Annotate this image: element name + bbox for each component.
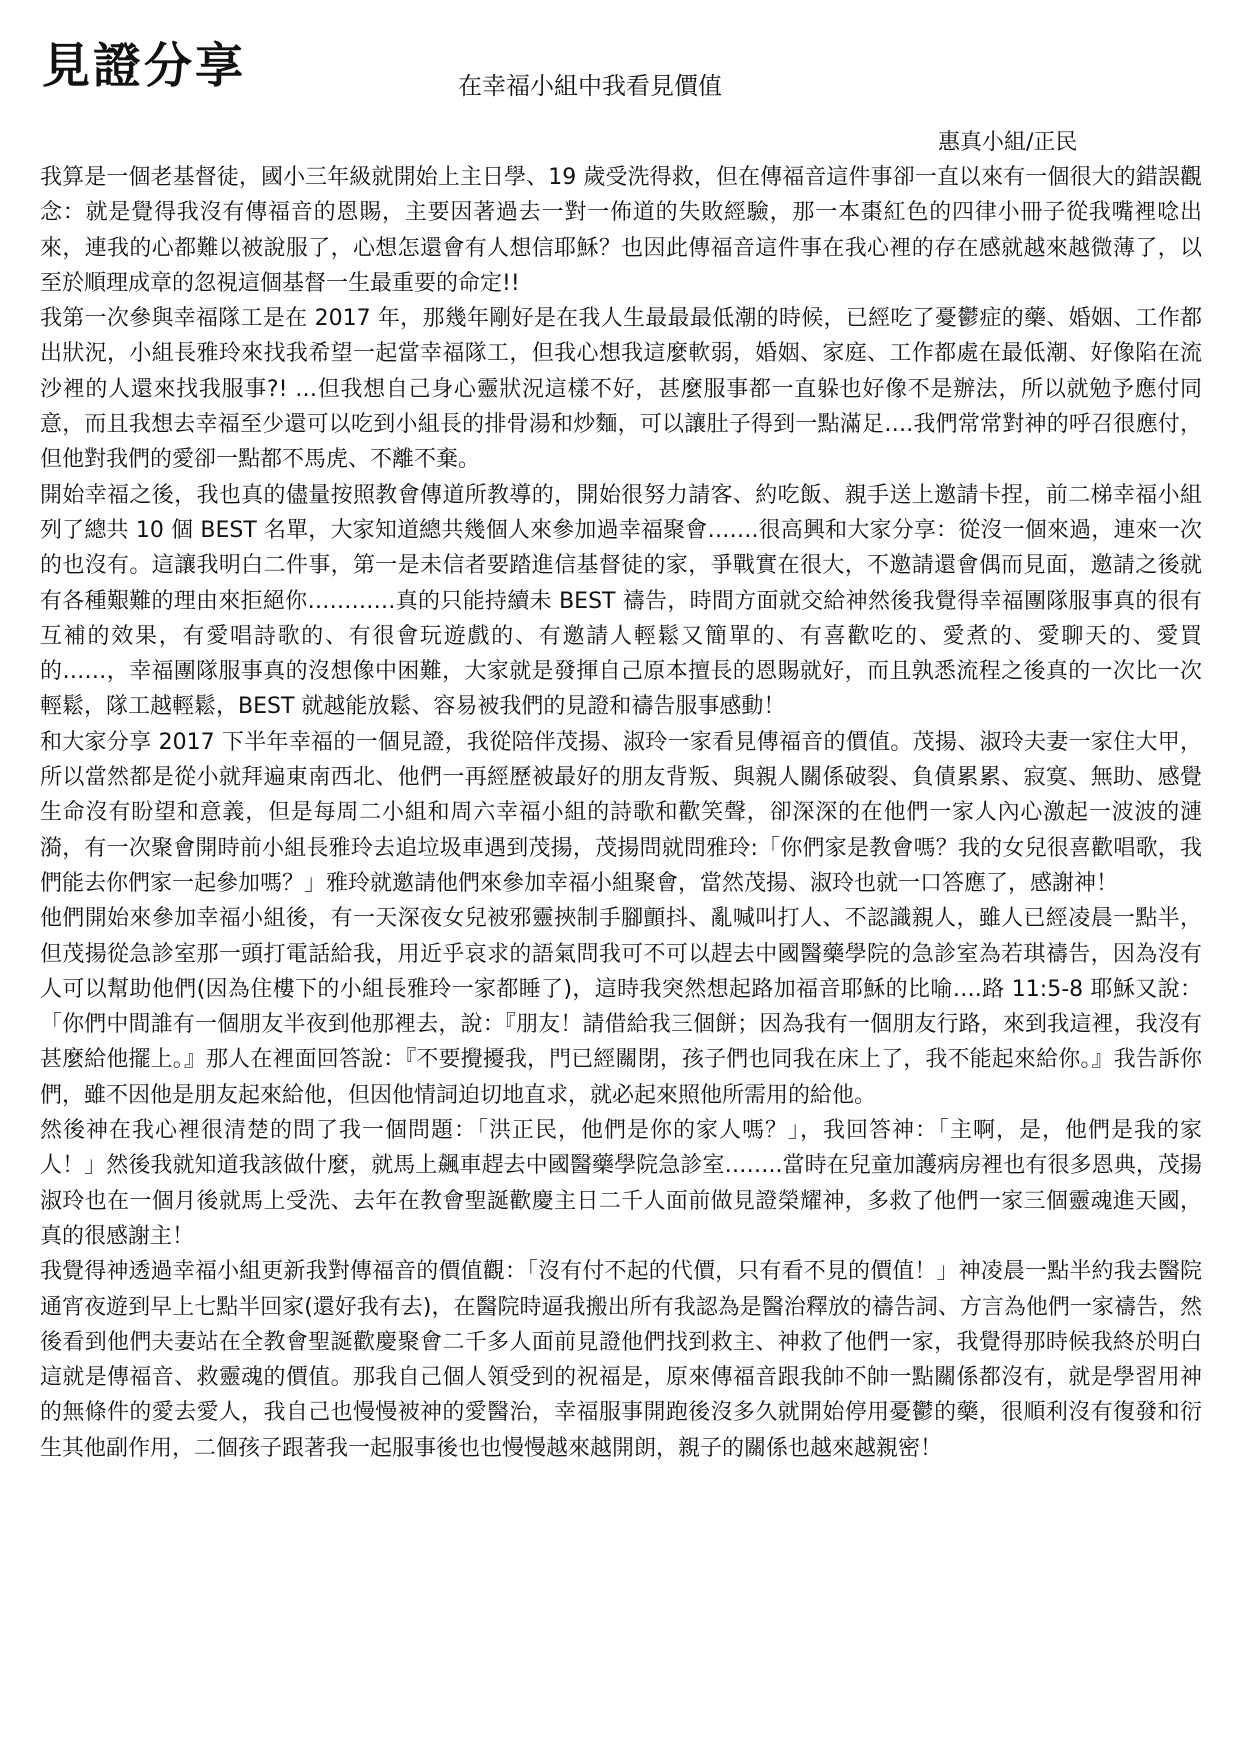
paragraph-6: 然後神在我心裡很清楚的問了我一個問題：「洪正民，他們是你的家人嗎？」，我回答神：「主啊，是，他們是我的家人！」然後我就知道我該做什麼，就馬上飆車趕去中國醫藥學院急診室……..當時在兒童加護病房裡也有很多恩典，茂揚淑玲也在一個月後就馬上受洗、去年在教會聖誕歡慶主日二千人面前做見證榮耀神，多救了他們一家三個靈魂進天國，真的很感謝主！ (40, 1118, 1202, 1249)
paragraph-1: 我算是一個老基督徒，國小三年級就開始上主日學、19 歲受洗得救，但在傳福音這件事卻一直以來有一個很大的錯誤觀念：就是覺得我沒有傳福音的恩賜，主要因著過去一對一佈道的失敗經驗，那一本棗紅色的四律小冊子從我嘴裡唸出來，連我的心都難以被說服了，心想怎還會有人想信耶穌？也因此傳福音這件事在我心裡的存在感就越來越微薄了，以至於順理成章的忽視這個基督一生最重要的命定!! (40, 165, 1202, 296)
paragraph-3: 開始幸福之後，我也真的儘量按照教會傳道所教導的，開始很努力請客、約吃飯、親手送上邀請卡捏，前二梯幸福小組列了總共 10 個 BEST 名單，大家知道總共幾個人來參加過幸福聚會…….很高興和大家分享：從沒一個來過，連來一次的也沒有。這讓我明白二件事，第一是未信者要踏進信基督徒的家，爭戰實在很大，不邀請還會偶而見面，邀請之後就有各種艱難的理由來拒絕你…………真的只能持續未 BEST 禱告，時間方面就交給神然後我覺得幸福團隊服事真的很有互補的效果，有愛唱詩歌的、有很會玩遊戲的、有邀請人輕鬆又簡單的、有喜歡吃的、愛煮的、愛聊天的、愛買的……，幸福團隊服事真的沒想像中困難，大家就是發揮自己原本擅長的恩賜就好，而且孰悉流程之後真的一次比一次輕鬆，隊工越輕鬆，BEST 就越能放鬆、容易被我們的見證和禱告服事感動！ (40, 482, 1202, 720)
paragraph-4: 和大家分享 2017 下半年幸福的一個見證，我從陪伴茂揚、淑玲一家看見傳福音的價值。茂揚、淑玲夫妻一家住大甲，所以當然都是從小就拜遍東南西北、他們一再經歷被最好的朋友背叛、與親人關係破裂、負債累累、寂寞、無助、感覺生命沒有盼望和意義，但是每周二小組和周六幸福小組的詩歌和歡笑聲，卻深深的在他們一家人內心激起一波波的漣漪，有一次聚會開時前小組長雅玲去追垃圾車遇到茂揚，茂揚問就問雅玲:「你們家是教會嗎？我的女兒很喜歡唱歌，我們能去你們家一起參加嗎？」雅玲就邀請他們來參加幸福小組聚會，當然茂揚、淑玲也就一口答應了，感謝神！ (40, 729, 1202, 896)
article-body (40, 160, 1202, 1466)
paragraph-2: 我第一次參與幸福隊工是在 2017 年，那幾年剛好是在我人生最最最低潮的時候，已經吃了憂鬱症的藥、婚姻、工作都出狀況，小組長雅玲來找我希望一起當幸福隊工，但我心想我這麼軟弱，婚姻、家庭、工作都處在最低潮、好像陷在流沙裡的人還來找我服事?! …但我想自己身心靈狀況這樣不好，甚麼服事都一直躲也好像不是辦法，所以就勉予應付同意，而且我想去幸福至少還可以吃到小組長的排骨湯和炒麵，可以讓肚子得到一點滿足….我們常常對神的呼召很應付，但他對我們的愛卻一點都不馬虎、不離不棄。 (40, 306, 1202, 473)
article-title: 在幸福小組中我看見價值 (458, 72, 722, 100)
section-heading: 見證分享 (42, 38, 247, 94)
paragraph-5: 他們開始來參加幸福小組後，有一天深夜女兒被邪靈挾制手腳顫抖、亂喊叫打人、不認識親人，雖人已經凌晨一點半，但茂揚從急診室那一頭打電話給我，用近乎哀求的語氣問我可不可以趕去中國醫藥學院的急診室為若琪禱告，因為沒有人可以幫助他們(因為住樓下的小組長雅玲一家都睡了)，這時我突然想起路加福音耶穌的比喻….路 11:5-8 耶穌又說：「你們中間誰有一個朋友半夜到他那裡去，說：『朋友！請借給我三個餅；因為我有一個朋友行路，來到我這裡，我沒有甚麼給他擺上。』那人在裡面回答說：『不要攪擾我，門已經關閉，孩子們也同我在床上了，我不能起來給你。』我告訴你們，雖不因他是朋友起來給他，但因他情詞迫切地直求，就必起來照他所需用的給他。 (40, 906, 1202, 1108)
paragraph-7: 我覺得神透過幸福小組更新我對傳福音的價值觀：「沒有付不起的代價，只有看不見的價值！」神凌晨一點半約我去醫院通宵夜遊到早上七點半回家(還好我有去)，在醫院時逼我搬出所有我認為是醫治釋放的禱告詞、方言為他們一家禱告，然後看到他們夫妻站在全教會聖誕歡慶聚會二千多人面前見證他們找到救主、神救了他們一家，我覺得那時候我終於明白這就是傳福音、救靈魂的價值。那我自己個人領受到的祝福是，原來傳福音跟我帥不帥一點關係都沒有，就是學習用神的無條件的愛去愛人，我自己也慢慢被神的愛醫治，幸福服事開跑後沒多久就開始停用憂鬱的藥，很順利沒有復發和衍生其他副作用，二個孩子跟著我一起服事後也也慢慢越來越開朗，親子的關係也越來越親密！ (40, 1259, 1202, 1461)
author-line: 惠真小組/正民 (938, 130, 1078, 155)
